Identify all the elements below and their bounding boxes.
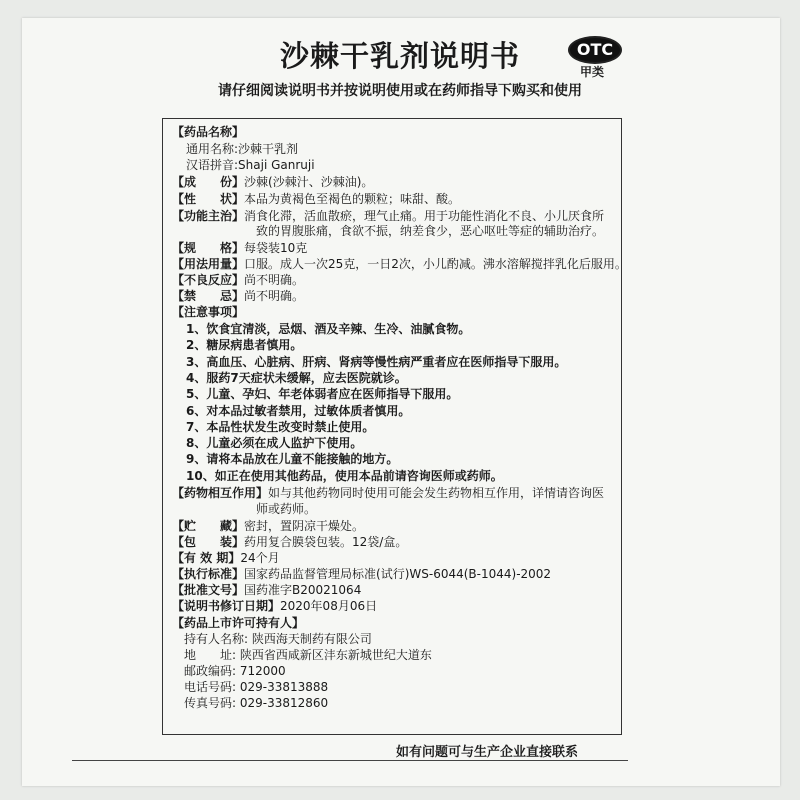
precaution-item: 8、儿童必须在成人监护下使用。 xyxy=(186,436,363,450)
storage-row xyxy=(172,519,364,533)
validity-row xyxy=(172,551,280,565)
holder-name-value: 陕西海天制药有限公司 xyxy=(251,632,372,646)
generic-name-value: 沙棘干乳剂 xyxy=(238,142,299,156)
dosage-row xyxy=(172,257,627,271)
holder-zip-row xyxy=(184,664,286,678)
ingredients-row xyxy=(172,175,373,189)
adverse-row xyxy=(172,273,304,287)
holder-address-row xyxy=(184,648,432,662)
otc-category: 甲类 xyxy=(580,65,605,79)
properties-label: 【性 状】 xyxy=(172,192,245,206)
pinyin-row xyxy=(186,158,315,172)
ingredients-value: 沙棘(沙棘汁、沙棘油)。 xyxy=(244,175,374,189)
ingredients-label: 【成 份】 xyxy=(172,175,245,189)
validity-value: 24个月 xyxy=(240,551,280,565)
revision-row xyxy=(172,599,377,613)
footer-rule xyxy=(72,760,628,761)
interactions-line2: 师或药师。 xyxy=(256,502,317,516)
holder-phone-label: 电话号码: xyxy=(184,680,237,694)
pinyin-value: Shaji Ganruji xyxy=(238,158,315,172)
generic-name-row xyxy=(186,142,298,156)
indications-label: 【功能主治】 xyxy=(172,209,245,223)
dosage-label: 【用法用量】 xyxy=(172,257,245,271)
packaging-value: 药用复合膜袋包装。12袋/盒。 xyxy=(244,535,408,549)
holder-address-label: 地 址: xyxy=(184,648,237,662)
indications-row xyxy=(172,209,604,223)
interactions-row xyxy=(172,486,604,500)
spec-row xyxy=(172,241,307,255)
storage-value: 密封，置阴凉干燥处。 xyxy=(244,519,365,533)
validity-label: 【有 效 期】 xyxy=(172,551,241,565)
pinyin-label: 汉语拼音: xyxy=(186,158,239,172)
standard-label: 【执行标准】 xyxy=(172,567,245,581)
precaution-item: 5、儿童、孕妇、年老体弱者应在医师指导下服用。 xyxy=(186,387,459,401)
spec-label: 【规 格】 xyxy=(172,241,245,255)
indications-line1: 消食化滞，活血散瘀，理气止痛。用于功能性消化不良、小儿厌食所 xyxy=(244,209,605,223)
approval-row xyxy=(172,583,361,597)
adverse-label: 【不良反应】 xyxy=(172,273,245,287)
holder-fax-label: 传真号码: xyxy=(184,696,237,710)
packaging-label: 【包 装】 xyxy=(172,535,245,549)
spec-value: 每袋装10克 xyxy=(244,241,308,255)
packaging-row xyxy=(172,535,407,549)
standard-value: 国家药品监督管理局标准(试行)WS-6044(B-1044)-2002 xyxy=(244,567,552,581)
generic-name-label: 通用名称: xyxy=(186,142,239,156)
drug-name-heading: 【药品名称】 xyxy=(172,125,245,139)
indications-line2: 致的胃腹胀痛，食欲不振，纳差食少，恶心呕吐等症的辅助治疗。 xyxy=(256,224,605,238)
holder-name-row xyxy=(184,632,372,646)
adverse-value: 尚不明确。 xyxy=(244,273,305,287)
interactions-label: 【药物相互作用】 xyxy=(172,486,269,500)
holder-name-label: 持有人名称: xyxy=(184,632,249,646)
precaution-item: 10、如正在使用其他药品，使用本品前请咨询医师或药师。 xyxy=(186,469,503,483)
page-title: 沙棘干乳剂说明书 xyxy=(279,39,520,73)
dosage-value: 口服。成人一次25克，一日2次，小儿酌减。沸水溶解搅拌乳化后服用。 xyxy=(244,257,627,271)
properties-value: 本品为黄褐色至褐色的颗粒；味甜、酸。 xyxy=(244,192,461,206)
properties-row xyxy=(172,192,460,206)
holder-zip-label: 邮政编码: xyxy=(184,664,237,678)
contra-row xyxy=(172,289,304,303)
precaution-item: 7、本品性状发生改变时禁止使用。 xyxy=(186,420,375,434)
precaution-item: 3、高血压、心脏病、肝病、肾病等慢性病严重者应在医师指导下服用。 xyxy=(186,355,567,369)
contact-notice: 如有问题可与生产企业直接联系 xyxy=(396,745,579,760)
holder-heading: 【药品上市许可持有人】 xyxy=(172,616,305,630)
holder-address-value: 陕西省西咸新区沣东新城世纪大道东 xyxy=(239,648,432,662)
approval-label: 【批准文号】 xyxy=(172,583,245,597)
revision-value: 2020年08月06日 xyxy=(280,599,378,613)
contra-value: 尚不明确。 xyxy=(244,289,305,303)
precaution-item: 1、饮食宜清淡，忌烟、酒及辛辣、生冷、油腻食物。 xyxy=(186,322,471,336)
interactions-line1: 如与其他药物同时使用可能会发生药物相互作用，详情请咨询医 xyxy=(268,486,605,500)
holder-fax-value: 029-33812860 xyxy=(239,696,329,710)
revision-label: 【说明书修订日期】 xyxy=(172,599,281,613)
otc-badge: OTC xyxy=(568,36,622,64)
storage-label: 【贮 藏】 xyxy=(172,519,245,533)
contra-label: 【禁 忌】 xyxy=(172,289,245,303)
precautions-heading: 【注意事项】 xyxy=(172,305,245,319)
holder-phone-value: 029-33813888 xyxy=(239,680,329,694)
precaution-item: 2、糖尿病患者慎用。 xyxy=(186,338,303,352)
precaution-item: 4、服药7天症状未缓解，应去医院就诊。 xyxy=(186,371,407,385)
holder-zip-value: 712000 xyxy=(239,664,286,678)
standard-row xyxy=(172,567,551,581)
precaution-item: 9、请将本品放在儿童不能接触的地方。 xyxy=(186,452,399,466)
precaution-item: 6、对本品过敏者禁用，过敏体质者慎用。 xyxy=(186,404,411,418)
holder-phone-row xyxy=(184,680,328,694)
holder-fax-row xyxy=(184,696,328,710)
approval-value: 国药准字B20021064 xyxy=(244,583,362,597)
subtitle: 请仔细阅读说明书并按说明使用或在药师指导下购买和使用 xyxy=(218,83,582,99)
